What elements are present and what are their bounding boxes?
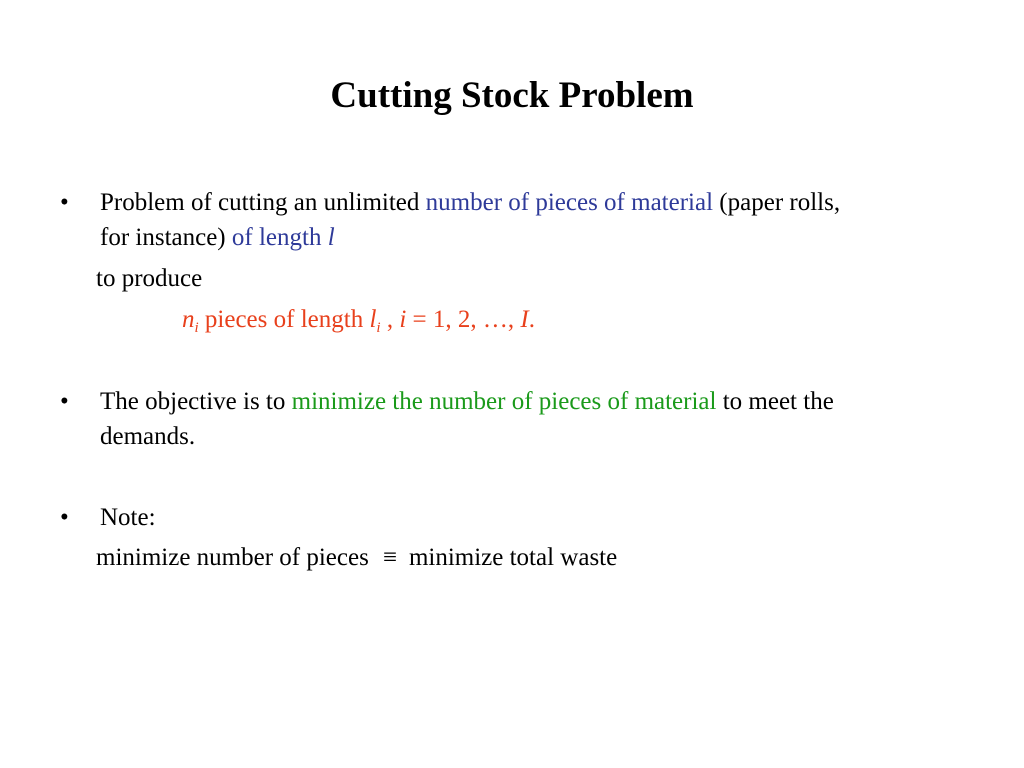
slide-title: Cutting Stock Problem (330, 75, 694, 116)
bullet-1-marker: • (60, 189, 69, 216)
bullet-2-text-a: The objective is to (100, 388, 292, 415)
formula-sub-i-2: i (376, 320, 381, 336)
bullet-1-line-1 (100, 185, 840, 220)
note-right: minimize total waste (408, 544, 618, 571)
bullet-3-line-1: Note: (100, 504, 156, 531)
bullet-2-marker: • (60, 388, 69, 415)
bullet-2-line-1 (100, 384, 834, 419)
bullet-1-highlight-a: number of pieces of material (425, 189, 714, 216)
bullet-1-text-c: for instance) (100, 224, 232, 251)
formula-text: pieces of length (198, 306, 370, 333)
bullet-3-marker: • (60, 504, 69, 531)
bullet-1-text-b: (paper rolls, (713, 189, 841, 216)
formula-n: n (182, 306, 195, 333)
equivalence-symbol: ≡ (382, 544, 397, 571)
bullet-1-line-2 (100, 220, 335, 255)
bullet-1-line-3: to produce (96, 265, 203, 292)
formula-eq: = 1, 2, …, (406, 306, 521, 333)
bullet-2-line-2: demands. (100, 423, 196, 450)
note-left: minimize number of pieces (96, 544, 369, 571)
formula-sub-i-1: i (194, 320, 199, 336)
bullet-1-length-var: l (327, 224, 335, 251)
bullet-1-highlight-b: of length (231, 224, 328, 251)
formula-l: l (369, 306, 377, 333)
bullet-3-line-2 (96, 540, 617, 575)
formula-I: I (520, 306, 529, 333)
bullet-2-highlight: minimize the number of pieces of material (291, 388, 717, 415)
bullet-2-text-b: to meet the (716, 388, 834, 415)
formula-i: i (399, 306, 407, 333)
bullet-1-formula (182, 302, 535, 337)
formula-comma: , (380, 306, 400, 333)
bullet-1-text-a: Problem of cutting an unlimited (100, 189, 426, 216)
formula-dot: . (528, 306, 535, 333)
